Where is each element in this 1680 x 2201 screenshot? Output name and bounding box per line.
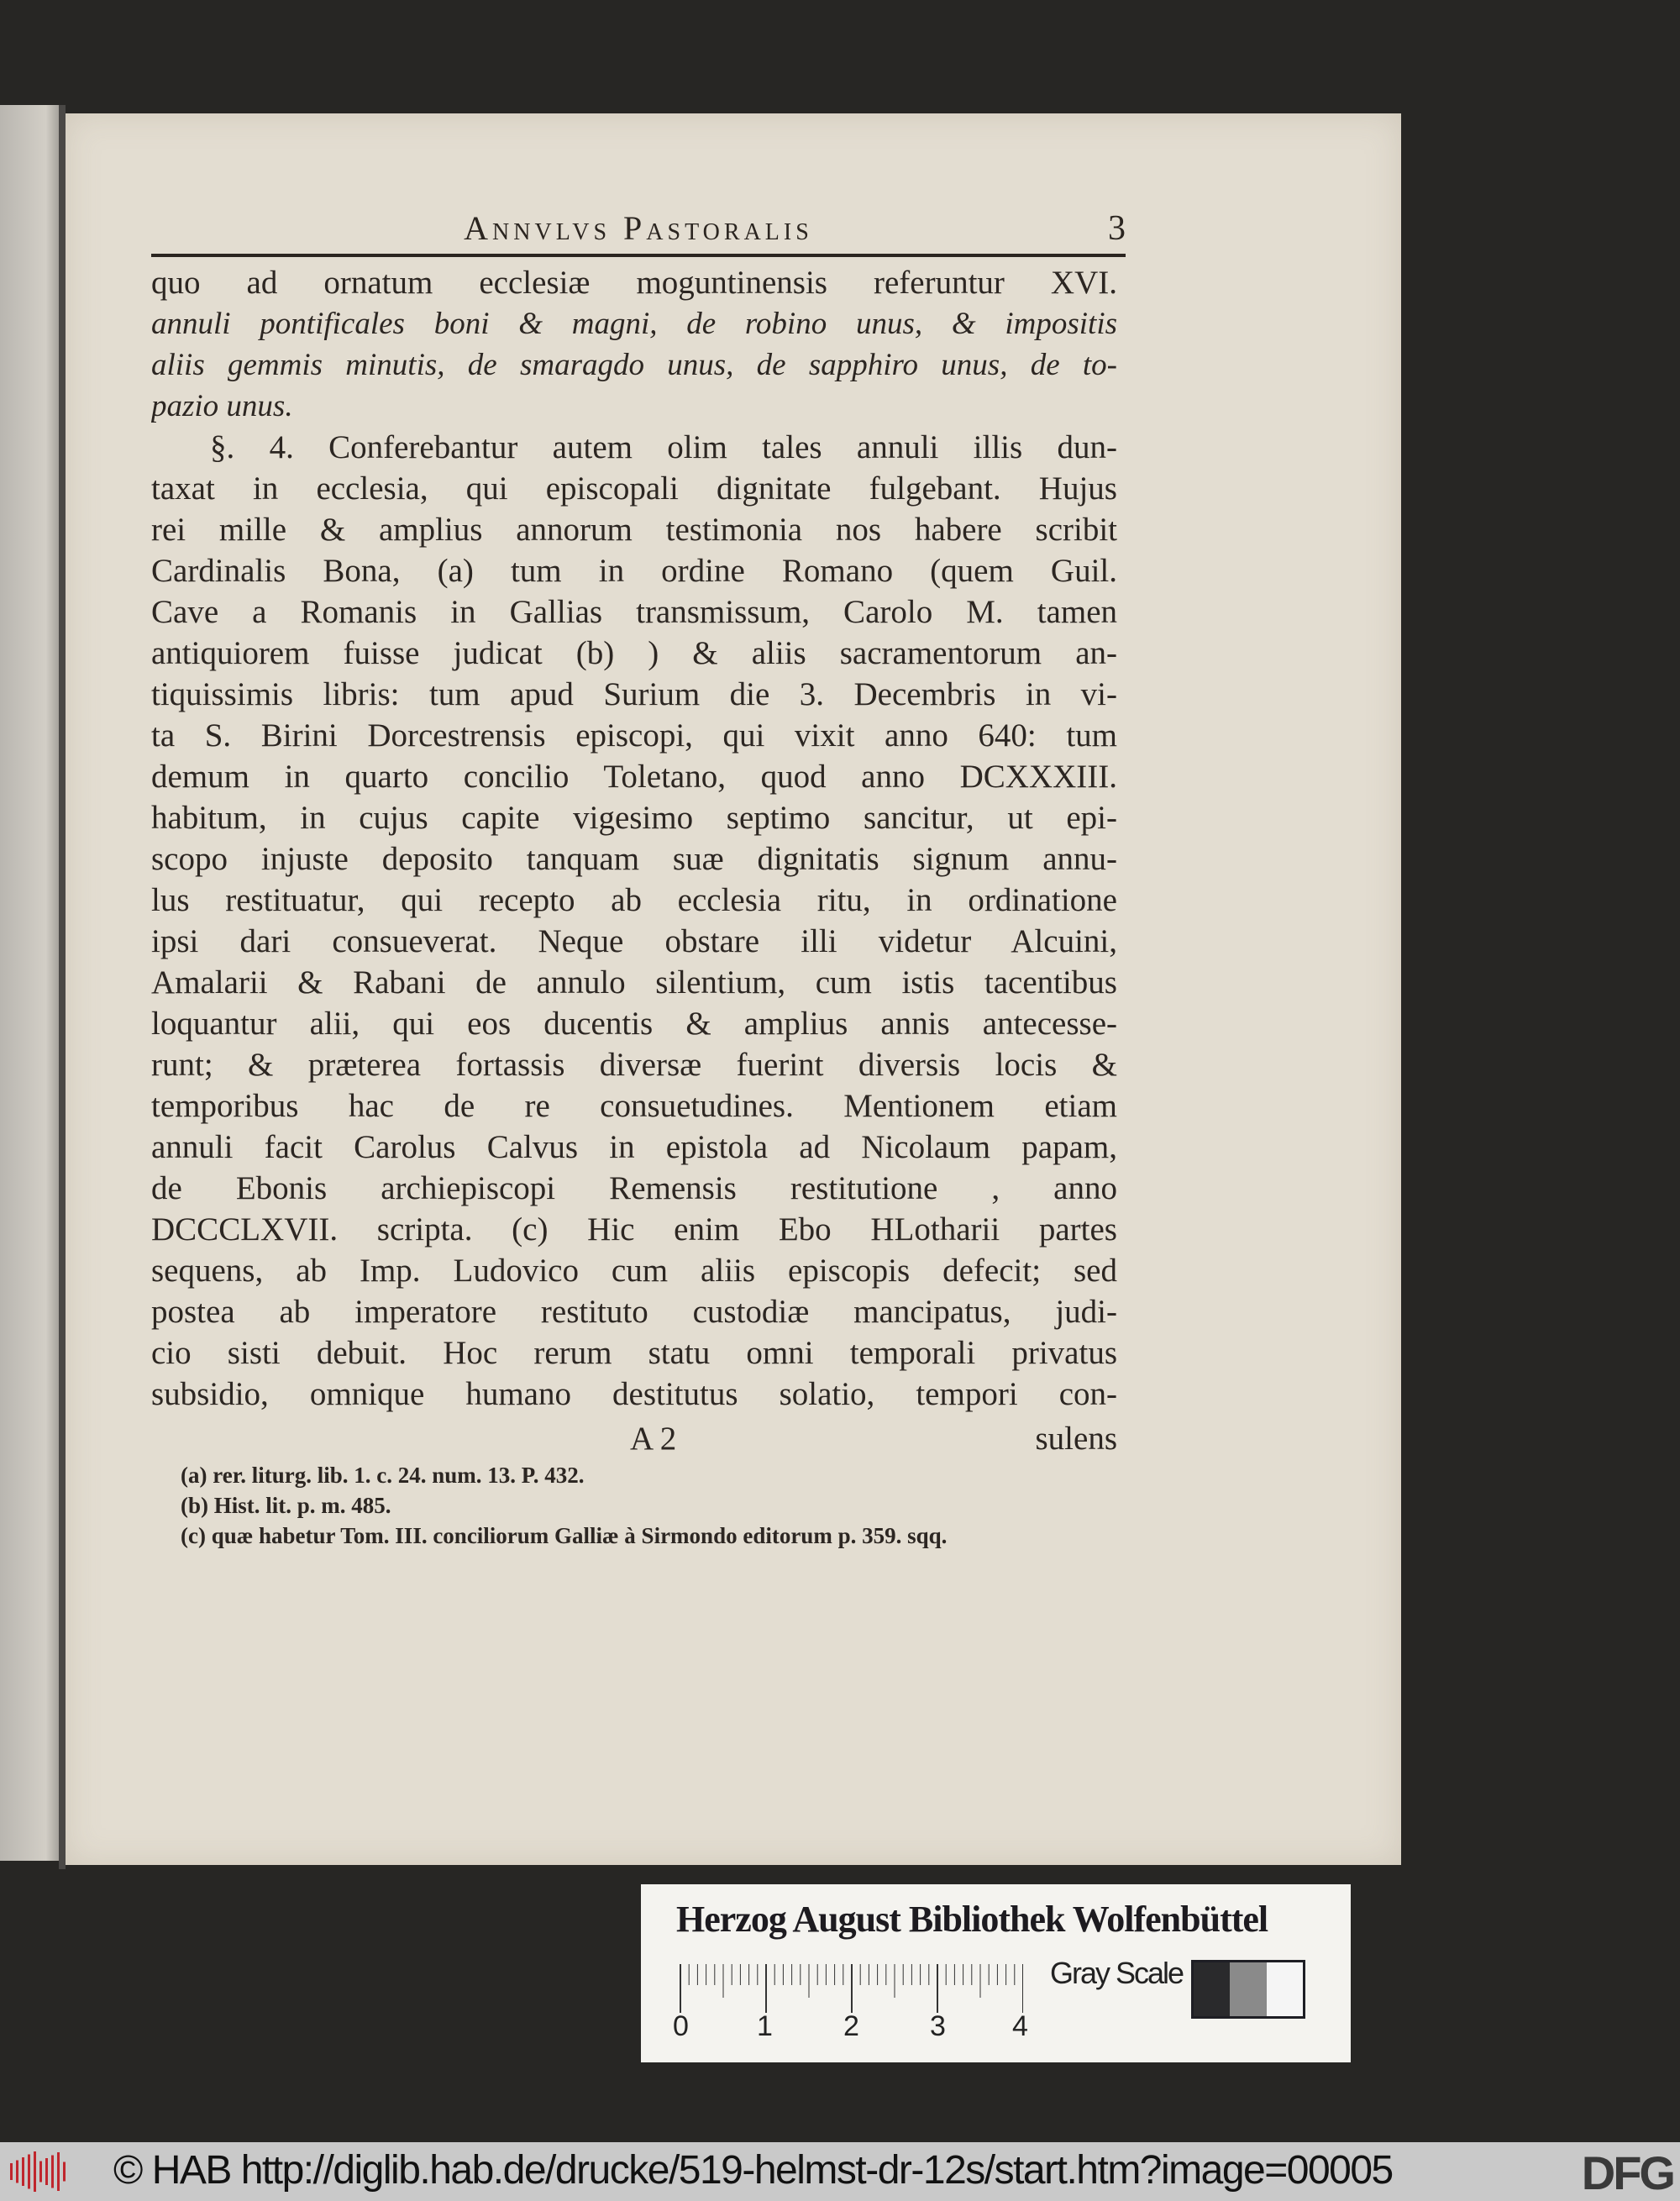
text-line: pazio unus. xyxy=(151,389,293,423)
logo-bar xyxy=(57,2152,60,2191)
text-line: DCCCLXVII. scripta. (c) Hic enim Ebo HLotharii partes xyxy=(151,1211,1117,1248)
gray-swatch xyxy=(1194,1962,1230,2016)
footnote: (a) rer. liturg. lib. 1. c. 24. num. 13. P. 432. xyxy=(181,1463,585,1488)
gray-swatch xyxy=(1230,1962,1266,2016)
book-gutter xyxy=(59,105,66,1869)
text-line: ipsi dari consueverat. Neque obstare illi videtur Alcuini, xyxy=(151,923,1117,959)
text-line: lus restituatur, qui recepto ab ecclesia ritu, in ordinatione xyxy=(151,882,1117,918)
text-line: de Ebonis archiepiscopi Remensis restitutione , anno xyxy=(151,1170,1117,1206)
logo-bar xyxy=(63,2162,66,2182)
ruler-numbers xyxy=(673,2010,1034,2044)
logo-bar xyxy=(28,2155,30,2189)
dfg-logo: DFG xyxy=(1581,2146,1673,2199)
gray-scale-label: Gray Scale xyxy=(1050,1956,1184,1990)
logo-bar xyxy=(34,2151,36,2192)
page-number: 3 xyxy=(1108,209,1126,248)
footer-bar xyxy=(0,2142,1680,2201)
page-header xyxy=(151,208,1126,250)
text-line: ta S. Birini Dorcestrensis episcopi, qui vixit anno 640: tum xyxy=(151,717,1117,754)
text-line: scopo injuste deposito tanquam suæ dignitatis signum annu- xyxy=(151,841,1117,877)
logo-bar xyxy=(51,2156,54,2188)
ruler-number: 2 xyxy=(843,2010,859,2042)
gray-scale-swatches xyxy=(1191,1960,1305,2019)
logo-bar xyxy=(39,2162,42,2183)
text-line: temporibus hac de re consuetudines. Mentionem etiam xyxy=(151,1088,1117,1124)
scale-ruler xyxy=(679,1964,1023,2015)
catchword: sulens xyxy=(1035,1421,1117,1457)
logo-bar xyxy=(10,2163,13,2180)
text-line: loquantur alii, qui eos ducentis & amplius annis antecesse- xyxy=(151,1006,1117,1042)
hab-logo-icon xyxy=(8,2149,67,2194)
text-line: quo ad ornatum ecclesiæ moguntinensis referuntur XVI. xyxy=(151,265,1117,301)
logo-bar xyxy=(16,2161,18,2183)
signature-mark: A 2 xyxy=(630,1421,677,1457)
text-line: Amalarii & Rabani de annulo silentium, cum istis tacentibus xyxy=(151,964,1117,1001)
footnote: (b) Hist. lit. p. m. 485. xyxy=(181,1493,391,1518)
text-line: Cave a Romanis in Gallias transmissum, Carolo M. tamen xyxy=(151,594,1117,630)
header-rule xyxy=(151,254,1126,257)
text-line: taxat in ecclesia, qui episcopali dignitate fulgebant. Hujus xyxy=(151,470,1117,507)
text-line: demum in quarto concilio Toletano, quod anno DCXXXIII. xyxy=(151,759,1117,795)
text-line: antiquiorem fuisse judicat (b) ) & aliis sacramentorum an- xyxy=(151,635,1117,671)
text-line: rei mille & amplius annorum testimonia nos habere scribit xyxy=(151,512,1117,548)
library-name: Herzog August Bibliothek Wolfenbüttel xyxy=(676,1899,1268,1940)
text-line: sequens, ab Imp. Ludovico cum aliis episcopis defecit; sed xyxy=(151,1253,1117,1289)
ruler-number: 1 xyxy=(757,2010,773,2042)
logo-bar xyxy=(22,2157,24,2186)
logo-bar xyxy=(45,2158,48,2185)
copyright-url[interactable]: © HAB http://diglib.hab.de/drucke/519-helmst-dr-12s/start.htm?image=00005 xyxy=(113,2148,1393,2193)
catch-row xyxy=(151,1420,1117,1462)
ruler-number: 4 xyxy=(1012,2010,1028,2042)
text-line: annuli facit Carolus Calvus in epistola ad Nicolaum papam, xyxy=(151,1129,1117,1165)
ruler-number: 3 xyxy=(930,2010,946,2042)
footnote: (c) quæ habetur Tom. III. conciliorum Galliæ à Sirmondo editorum p. 359. sqq. xyxy=(181,1523,948,1548)
body-text xyxy=(151,262,1117,1415)
footnotes xyxy=(181,1460,947,1551)
text-line: postea ab imperatore restituto custodiæ mancipatus, judi- xyxy=(151,1294,1117,1330)
text-line: runt; & præterea fortassis diversæ fuerint diversis locis & xyxy=(151,1047,1117,1083)
text-line: annuli pontificales boni & magni, de robino unus, & impositis xyxy=(151,307,1117,341)
text-line: cio sisti debuit. Hoc rerum statu omni temporali privatus xyxy=(151,1335,1117,1371)
text-line: subsidio, omnique humano destitutus solatio, tempori con- xyxy=(151,1376,1117,1412)
previous-page-edge xyxy=(0,105,66,1861)
ruler-number: 0 xyxy=(673,2010,689,2042)
text-line: tiquissimis libris: tum apud Surium die 3. Decembris in vi- xyxy=(151,676,1117,712)
gray-swatch xyxy=(1267,1962,1303,2016)
text-line: §. 4. Conferebantur autem olim tales annuli illis dun- xyxy=(210,429,1117,465)
text-line: aliis gemmis minutis, de smaragdo unus, de sapphiro unus, de to- xyxy=(151,348,1117,382)
running-title: Annvlvs Pastoralis xyxy=(464,209,813,247)
text-line: Cardinalis Bona, (a) tum in ordine Romano (quem Guil. xyxy=(151,553,1117,589)
library-color-card xyxy=(641,1884,1351,2062)
text-line: habitum, in cujus capite vigesimo septimo sancitur, ut epi- xyxy=(151,800,1117,836)
